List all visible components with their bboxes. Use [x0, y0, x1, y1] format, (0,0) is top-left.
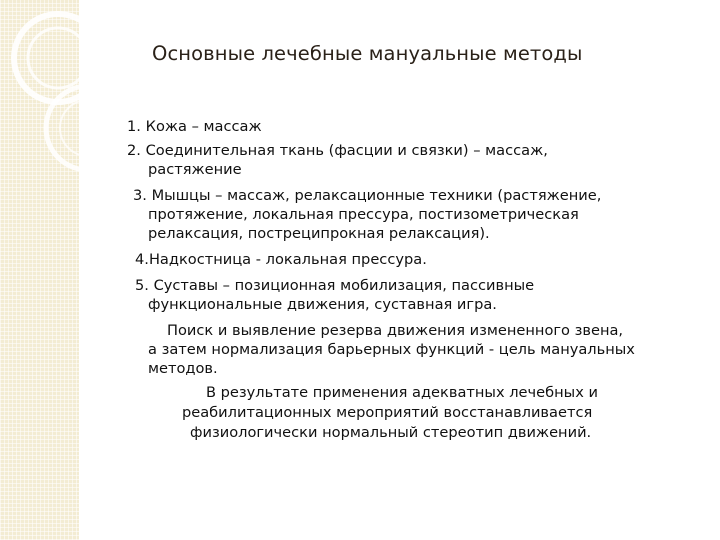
list-item-2-continuation: растяжение: [148, 161, 242, 178]
list-item-5-continuation: функциональные движения, суставная игра.: [148, 296, 497, 313]
list-item-5: [135, 277, 534, 294]
item-text: – массаж, релаксационные техники (растяжение,: [210, 187, 602, 204]
item-term: Надкостница: [148, 251, 252, 268]
item-term: Мышцы: [151, 187, 211, 204]
item-text: (фасции и связки) – массаж,: [324, 142, 548, 159]
item-text: – массаж: [186, 118, 262, 135]
paragraph-line-2: а затем нормализация барьерных функций - цель мануальных: [148, 341, 635, 358]
conclusion-line-2: реабилитационных мероприятий восстанавливается: [182, 404, 593, 421]
item-number: 4.: [135, 251, 149, 268]
item-number: 5.: [135, 277, 149, 294]
list-item-3-continuation-1: протяжение, локальная прессура, постизометрическая: [148, 206, 579, 223]
slide-title: Основные лечебные мануальные методы: [152, 42, 583, 65]
paragraph-line-3: методов.: [148, 360, 218, 377]
list-item-4: [135, 251, 427, 268]
list-item-3: [133, 187, 601, 204]
paragraph-line-1: Поиск и выявление резерва движения измененного звена,: [167, 322, 624, 339]
list-item-2: [127, 142, 548, 159]
conclusion-line-3: физиологически нормальный стереотип движений.: [190, 424, 592, 441]
item-text: - локальная прессура.: [251, 251, 427, 268]
item-term: Соединительная ткань: [145, 142, 324, 159]
item-term: Кожа: [145, 118, 187, 135]
item-number: 2.: [127, 142, 141, 159]
item-text: – позиционная мобилизация, пассивные: [218, 277, 535, 294]
conclusion-line-1: В результате применения адекватных лечебных и: [206, 384, 598, 401]
item-number: 3.: [133, 187, 147, 204]
item-term: Суставы: [153, 277, 218, 294]
list-item-1: [127, 118, 262, 135]
list-item-3-continuation-2: релаксация, постреципрокная релаксация).: [148, 225, 490, 242]
item-number: 1.: [127, 118, 141, 135]
